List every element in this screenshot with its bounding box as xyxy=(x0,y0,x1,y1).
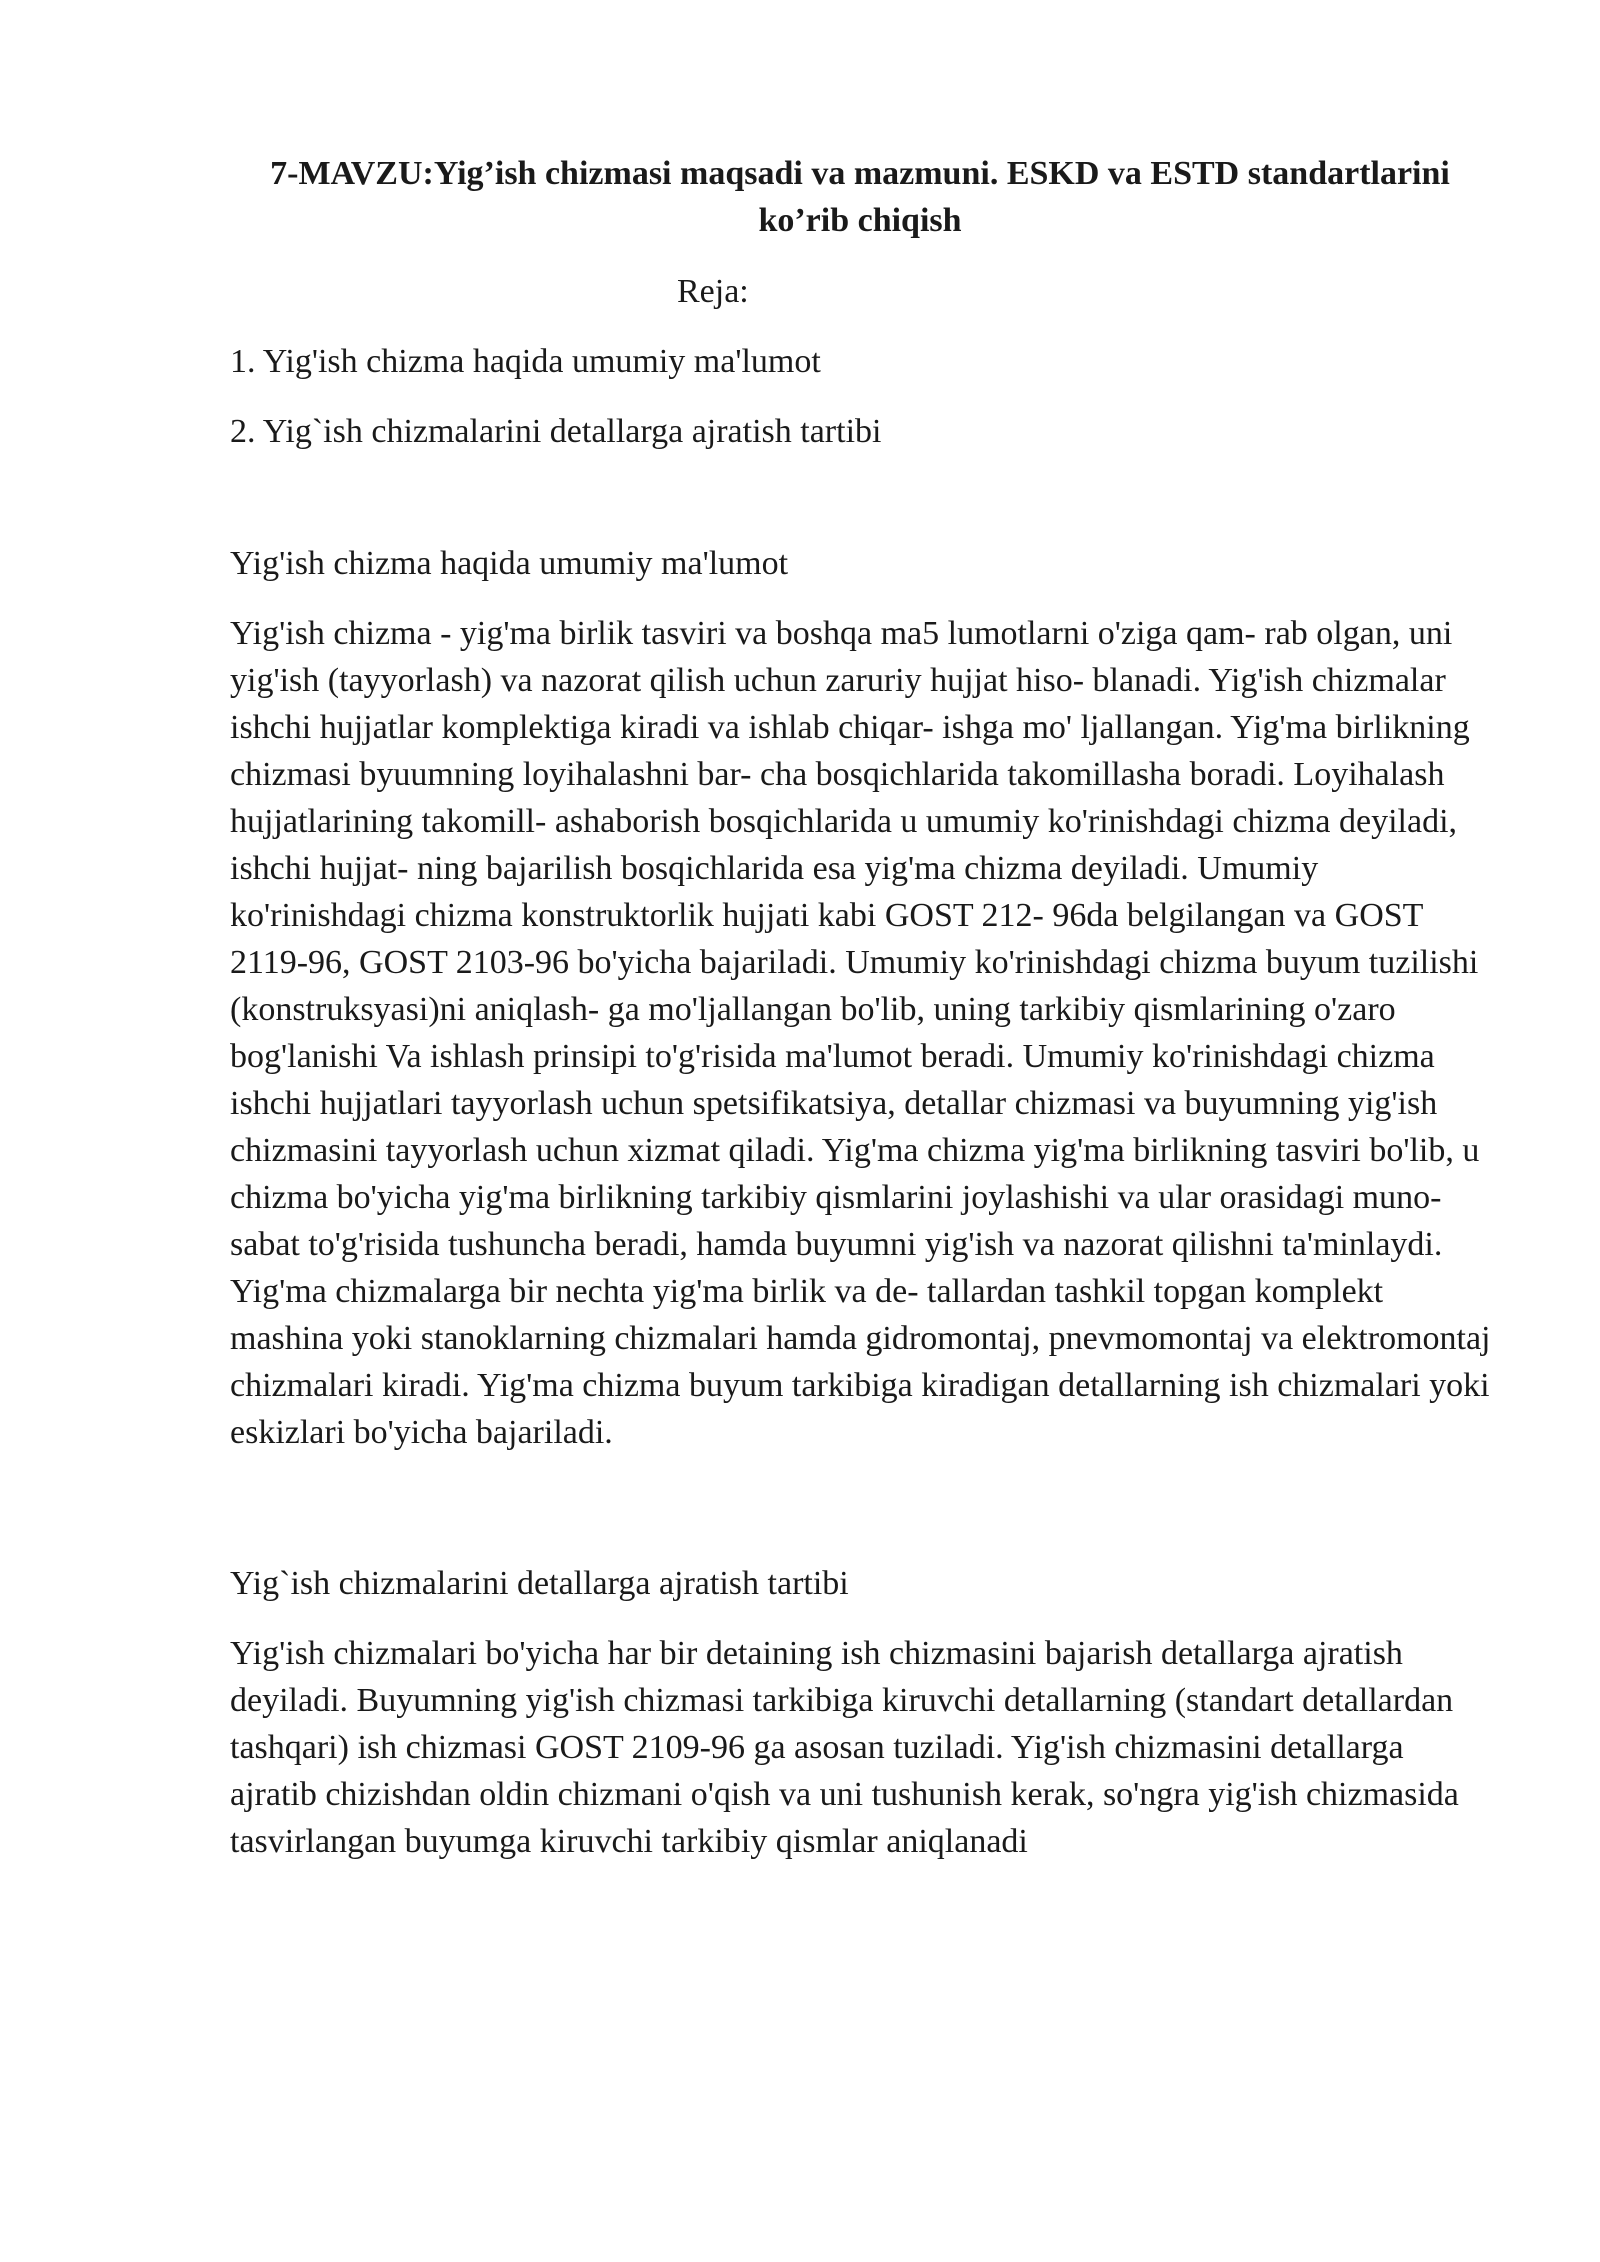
section-1-heading: Yig'ish chizma haqida umumiy ma'lumot xyxy=(230,545,789,582)
section-2-heading: Yig`ish chizmalarini detallarga ajratish tartibi xyxy=(230,1565,849,1602)
section-2-body: Yig'ish chizmalari bo'yicha har bir detaining ish chizmasini bajarish detallarga ajratish deyiladi. Buyumning yig'ish chizmasi tarkibiga kiruvchi detallarning (standart detallardan tashqari) ish chizmasi GOST 2109-96 ga asosan tuziladi. Yig'ish chizmasini detallarga ajratib chizishdan oldin chizmani o'qish va uni tushunish kerak, so'ngra yig'ish chizmasida tasvirlangan buyumga kiruvchi tarkibiy qismlar aniqlanadi xyxy=(230,1635,1459,1860)
plan-label: Reja: xyxy=(677,273,749,310)
document-title: 7-MAVZU:Yig’ish chizmasi maqsadi va mazmuni. ESKD va ESTD standartlarini ko’rib chiqish xyxy=(270,155,1450,239)
section-1-body: Yig'ish chizma - yig'ma birlik tasviri va boshqa ma5 lumotlarni o'ziga qam- rab olgan, uni yig'ish (tayyorlash) va nazorat qilish uchun zaruriy hujjat hiso- blanadi. Yig'ish chizmalar ishchi hujjatlar komplektiga kiradi va ishlab chiqar- ishga mo' ljallangan. Yig'ma birlikning chizmasi byuumning loyihalashni bar- cha bosqichlarida takomillasha boradi. Loyihalash hujjatlarining takomill- ashaborish bosqichlarida u umumiy ko'rinishdagi chizma deyiladi, ishchi hujjat- ning bajarilish bosqichlarida esa yig'ma chizma deyiladi. Umumiy ko'rinishdagi chizma konstruktorlik hujjati kabi GOST 212- 96da belgilangan va GOST 2119-96, GOST 2103-96 bo'yicha bajariladi. Umumiy ko'rinishdagi chizma buyum tuzilishi (konstruksyasi)ni aniqlash- ga mo'ljallangan bo'lib, uning tarkibiy qismlarining o'zaro bog'lanishi Va ishlash prinsipi to'g'risida ma'lumot beradi. Umumiy ko'rinishdagi chizma ishchi hujjatlari tayyorlash uchun spetsifikatsiya, detallar chizmasi va buyumning yig'ish chizmasini tayyorlash uchun xizmat qiladi. Yig'ma chizma yig'ma birlikning tasviri bo'lib, u chizma bo'yicha yig'ma birlikning tarkibiy qismlarini joylashishi va ular orasidagi muno- sabat to'g'risida tushuncha beradi, hamda buyumni yig'ish va nazorat qilishni ta'minlaydi. Yig'ma chizmalarga bir nechta yig'ma birlik va de- tallardan tashkil topgan komplekt mashina yoki stanoklarning chizmalari hamda gidromontaj, pnevmomontaj va elektromontaj chizmalari kiradi. Yig'ma chizma buyum tarkibiga kiradigan detallarning ish chizmalari yoki eskizlari bo'yicha bajariladi. xyxy=(230,615,1491,1451)
plan-item-2: 2. Yig`ish chizmalarini detallarga ajratish tartibi xyxy=(230,413,882,450)
plan-item-1: 1. Yig'ish chizma haqida umumiy ma'lumot xyxy=(230,343,821,380)
